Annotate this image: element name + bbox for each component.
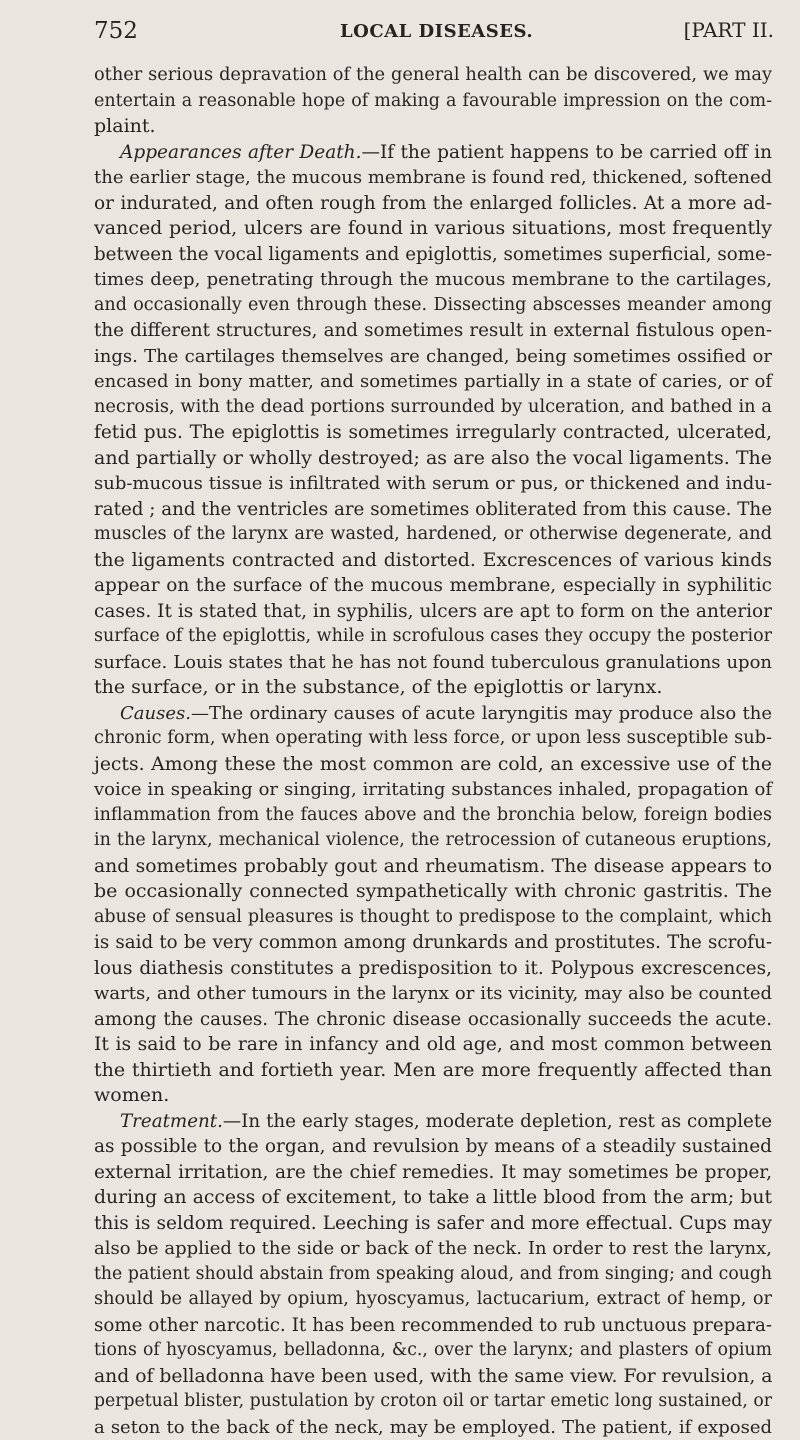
text-line: the patient should abstain from speaking aloud, and from singing; and cough xyxy=(94,1262,772,1288)
text-line: in the larynx, mechanical violence, the retrocession of cutaneous eruptions, xyxy=(94,828,772,854)
text-line: should be allayed by opium, hyoscyamus, lactucarium, extract of hemp, or xyxy=(94,1287,772,1313)
text-line: —The ordinary causes of acute laryngitis may produce also the xyxy=(191,703,772,724)
text-line: the earlier stage, the mucous membrane is found red, thickened, softened xyxy=(94,165,772,191)
part-label: [PART II. xyxy=(684,18,774,42)
text-line: —If the patient happens to be carried off in xyxy=(361,142,772,163)
text-line: jects. Among these the most common are cold, an excessive use of the xyxy=(94,752,772,778)
text-line: this is seldom required. Leeching is safer and more effectual. Cups may xyxy=(94,1211,772,1237)
text-line: during an access of excitement, to take a little blood from the arm; but xyxy=(94,1185,772,1211)
text-line: surface. Louis states that he has not found tuberculous granulations upon xyxy=(94,650,772,676)
text-line: entertain a reasonable hope of making a favourable impression on the com- xyxy=(94,89,772,115)
text-line: the surface, or in the substance, of the epiglottis or larynx. xyxy=(94,675,772,701)
causes-heading: Causes. xyxy=(120,703,191,724)
text-line: chronic form, when operating with less force, or upon less susceptible sub- xyxy=(94,726,772,752)
text-line: be occasionally connected sympathetically with chronic gastritis. The xyxy=(94,879,772,905)
section-heading-line xyxy=(94,1109,772,1135)
text-line: external irritation, are the chief remedies. It may sometimes be proper, xyxy=(94,1160,772,1186)
text-line: the thirtieth and fortieth year. Men are more frequently affected than xyxy=(94,1058,772,1084)
text-line: warts, and other tumours in the larynx or its vicinity, may also be counted xyxy=(94,981,772,1007)
running-header xyxy=(94,18,774,52)
page-number: 752 xyxy=(94,18,138,44)
text-line: the different structures, and sometimes result in external fistulous open- xyxy=(94,318,772,344)
text-line: muscles of the larynx are wasted, hardened, or otherwise degenerate, and xyxy=(94,522,772,548)
section-heading-line xyxy=(94,701,772,727)
text-line: voice in speaking or singing, irritating substances inhaled, propagation of xyxy=(94,777,772,803)
text-line: as possible to the organ, and revulsion by means of a steadily sustained xyxy=(94,1134,772,1160)
text-line: tions of hyoscyamus, belladonna, &c., over the larynx; and plasters of opium xyxy=(94,1338,772,1364)
text-line: is said to be very common among drunkards and prostitutes. The scrofu- xyxy=(94,930,772,956)
text-line: —In the early stages, moderate depletion, rest as complete xyxy=(223,1111,772,1132)
body-text xyxy=(94,63,772,1440)
text-line: women. xyxy=(94,1083,772,1109)
text-line: rated ; and the ventricles are sometimes obliterated from this cause. The xyxy=(94,497,772,523)
text-line: a seton to the back of the neck, may be employed. The patient, if exposed xyxy=(94,1415,772,1440)
treatment-heading: Treatment. xyxy=(120,1111,223,1132)
text-line: and sometimes probably gout and rheumatism. The disease appears to xyxy=(94,854,772,880)
text-line: and of belladonna have been used, with the same view. For revulsion, a xyxy=(94,1364,772,1390)
text-line: It is said to be rare in infancy and old age, and most common between xyxy=(94,1032,772,1058)
text-line: inflammation from the fauces above and the bronchia below, foreign bodies xyxy=(94,803,772,829)
text-line: vanced period, ulcers are found in various situations, most frequently xyxy=(94,216,772,242)
text-line: encased in bony matter, and sometimes partially in a state of caries, or of xyxy=(94,369,772,395)
text-line: ings. The cartilages themselves are changed, being sometimes ossified or xyxy=(94,344,772,370)
text-line: times deep, penetrating through the mucous membrane to the cartilages, xyxy=(94,267,772,293)
running-title: LOCAL DISEASES. xyxy=(340,21,533,42)
appearances-heading: Appearances after Death. xyxy=(120,142,361,163)
section-heading-line xyxy=(94,140,772,166)
text-line: also be applied to the side or back of the neck. In order to rest the larynx, xyxy=(94,1236,772,1262)
text-line: necrosis, with the dead portions surrounded by ulceration, and bathed in a xyxy=(94,395,772,421)
text-line: cases. It is stated that, in syphilis, ulcers are apt to form on the anterior xyxy=(94,599,772,625)
text-line: the ligaments contracted and distorted. Excrescences of various kinds xyxy=(94,548,772,574)
text-line: among the causes. The chronic disease occasionally succeeds the acute. xyxy=(94,1007,772,1033)
text-line: sub-mucous tissue is infiltrated with serum or pus, or thickened and indu- xyxy=(94,471,772,497)
text-line: other serious depravation of the general health can be discovered, we may xyxy=(94,63,772,89)
text-line: plaint. xyxy=(94,114,772,140)
text-line: abuse of sensual pleasures is thought to predispose to the complaint, which xyxy=(94,905,772,931)
text-line: fetid pus. The epiglottis is sometimes irregularly contracted, ulcerated, xyxy=(94,420,772,446)
text-line: surface of the epiglottis, while in scrofulous cases they occupy the posterior xyxy=(94,624,772,650)
text-line: and occasionally even through these. Dissecting abscesses meander among xyxy=(94,293,772,319)
text-line: appear on the surface of the mucous membrane, especially in syphilitic xyxy=(94,573,772,599)
text-line: some other narcotic. It has been recommended to rub unctuous prepara- xyxy=(94,1313,772,1339)
text-line: perpetual blister, pustulation by croton oil or tartar emetic long sustained, or xyxy=(94,1389,772,1415)
text-line: between the vocal ligaments and epiglottis, sometimes superficial, some- xyxy=(94,242,772,268)
text-line: lous diathesis constitutes a predisposition to it. Polypous excrescences, xyxy=(94,956,772,982)
text-line: or indurated, and often rough from the enlarged follicles. At a more ad- xyxy=(94,191,772,217)
text-line: and partially or wholly destroyed; as are also the vocal ligaments. The xyxy=(94,446,772,472)
